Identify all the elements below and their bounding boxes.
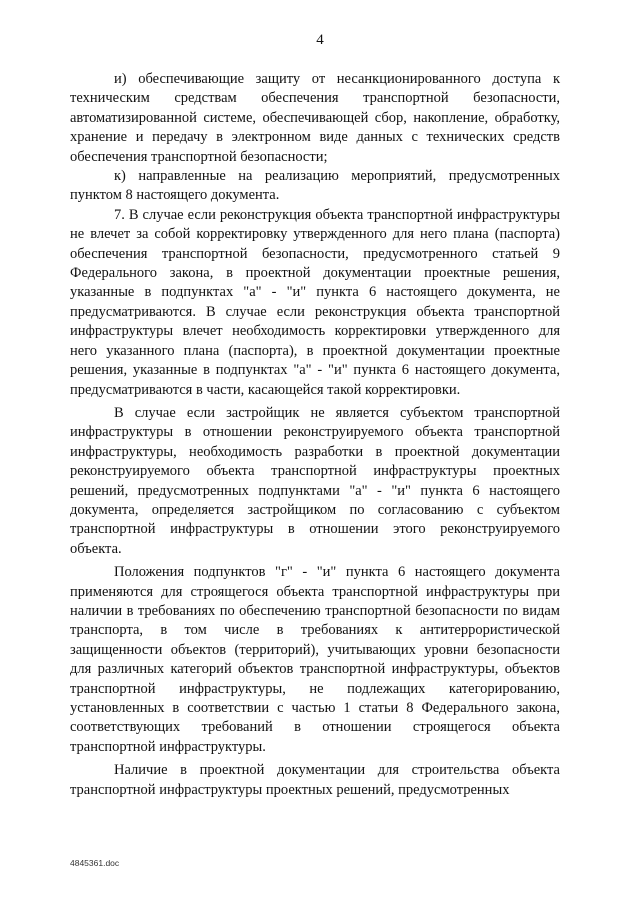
page-number: 4 [316, 32, 324, 48]
paragraph-subitem-i: и) обеспечивающие защиту от несанкционированного доступа к техническим средствам обеспечения транспортной безопасности, автоматизированной системе, обеспечивающей сбор, накопление, обработку, хранение и передачу в электронном виде данных с технических средств обеспечения транспортной безопасности; [70, 71, 560, 165]
paragraph-subitem-k: к) направленные на реализацию мероприятий, предусмотренных пунктом 8 настоящего документа. [70, 168, 560, 204]
paragraph-design-decisions: Наличие в проектной документации для строительства объекта транспортной инфраструктуры проектных решений, предусмотренных [70, 762, 560, 798]
paragraph-subitems-g-i-provisions: Положения подпунктов "г" - "и" пункта 6 настоящего документа применяются для строящегося объекта транспортной инфраструктуры при наличии в требованиях по обеспечению транспортной безопасности по видам транспорта, в том числе в требованиях к антитеррористической защищенности объектов (территорий), учитывающих уровни безопасности для различных категорий объектов транспортной инфраструктуры, объектов транспортной инфраструктуры, не подлежащих категорированию, установленных в соответствии с частью 1 статьи 8 Федерального закона, соответствующих требований в отношении строящегося объекта транспортной инфраструктуры. [70, 564, 560, 755]
paragraph-developer-not-subject: В случае если застройщик не является субъектом транспортной инфраструктуры в отношении реконструируемого объекта транспортной инфраструктуры, необходимость разработки в проектной документации реконструируемого объекта транспортной инфраструктуры проектных решений, предусмотренных подпунктами "а" - "и" пункта 6 настоящего документа, определяется застройщиком по согласованию с субъектом транспортной инфраструктуры в отношении этого реконструируемого объекта. [70, 404, 560, 557]
footer-file-name: 4845361.doc [70, 858, 120, 868]
document-body [70, 70, 560, 800]
paragraph-item-7: 7. В случае если реконструкция объекта транспортной инфраструктуры не влечет за собой корректировку утвержденного для него плана (паспорта) обеспечения транспортной безопасности, предусмотренного статьей 9 Федерального закона, в проектной документации проектные решения, указанные в подпунктах "а" - "и" пункта 6 настоящего документа, не предусматриваются. В случае если реконструкция объекта транспортной инфраструктуры влечет необходимость корректировки утвержденного для него указанного плана (паспорта), в проектной документации проектные решения, указанные в подпунктах "а" - "и" пункта 6 настоящего документа, предусматриваются в части, касающейся такой корректировки. [70, 206, 560, 398]
